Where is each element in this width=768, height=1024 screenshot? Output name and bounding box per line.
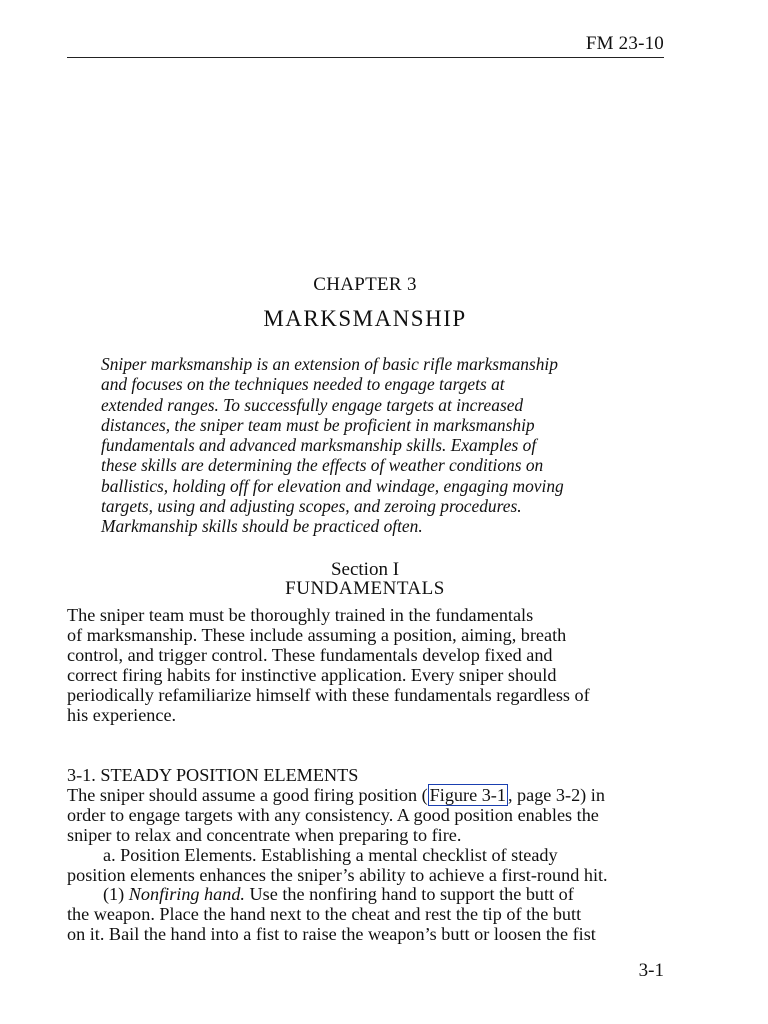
paragraph-3-1 — [67, 766, 665, 945]
header-rule — [67, 57, 664, 58]
intro-line: and focuses on the techniques needed to engage targets at — [101, 374, 505, 395]
paragraph-heading: 3-1. STEADY POSITION ELEMENTS — [67, 765, 359, 785]
line-text: Use the nonfiring hand to support the butt of — [244, 884, 574, 905]
intro-line: fundamentals and advanced marksmanship skills. Examples of — [101, 435, 537, 456]
body-line: periodically refamiliarize himself with these fundamentals regardless of — [67, 684, 590, 705]
subparagraph-term: Nonfiring hand. — [128, 884, 245, 905]
body-line: control, and trigger control. These fundamentals develop fixed and — [67, 644, 553, 665]
subparagraph-1-line — [67, 885, 665, 905]
body-line: The sniper team must be thoroughly trained in the fundamentals — [67, 605, 534, 625]
body-line: the weapon. Place the hand next to the cheat and rest the tip of the butt — [67, 904, 582, 925]
intro-line: Markmanship skills should be practiced often. — [101, 516, 423, 537]
body-line — [67, 786, 665, 806]
intro-line: Sniper marksmanship is an extension of basic rifle marksmanship — [101, 354, 558, 374]
subparagraph-a-line: a. Position Elements. Establishing a mental checklist of steady — [103, 844, 558, 865]
body-line: position elements enhances the sniper’s ability to achieve a first-round hit. — [67, 864, 608, 885]
intro-line: distances, the sniper team must be proficient in marksmanship — [101, 414, 535, 435]
section-name: FUNDAMENTALS — [285, 578, 445, 599]
intro-line: targets, using and adjusting scopes, and zeroing procedures. — [101, 496, 522, 517]
figure-3-1-link[interactable]: Figure 3-1 — [429, 784, 506, 805]
body-line: sniper to relax and concentrate when preparing to fire. — [67, 824, 462, 845]
body-line: order to engage targets with any consistency. A good position enables the — [67, 804, 599, 825]
chapter-title: MARKSMANSHIP — [263, 306, 467, 331]
chapter-intro — [101, 354, 637, 537]
section-number: Section I — [330, 559, 400, 580]
chapter-label: CHAPTER 3 — [313, 274, 417, 295]
body-line: of marksmanship. These include assuming a position, aiming, breath — [67, 624, 567, 645]
page-header-doc-id: FM 23-10 — [585, 33, 664, 54]
intro-line: these skills are determining the effects of weather conditions on — [101, 455, 544, 476]
page-number: 3-1 — [638, 960, 664, 981]
fundamentals-paragraph — [67, 606, 665, 725]
intro-line: ballistics, holding off for elevation and windage, engaging moving — [101, 475, 564, 496]
intro-line: extended ranges. To successfully engage targets at increased — [101, 394, 524, 415]
line-text: The sniper should assume a good firing position ( — [67, 784, 428, 805]
body-line: on it. Bail the hand into a fist to raise the weapon’s butt or loosen the fist — [67, 924, 596, 945]
body-line: his experience. — [67, 704, 177, 725]
line-text: , page 3-2) in — [507, 784, 605, 805]
subparagraph-number: (1) — [103, 884, 129, 905]
body-line: correct firing habits for instinctive application. Every sniper should — [67, 664, 557, 685]
